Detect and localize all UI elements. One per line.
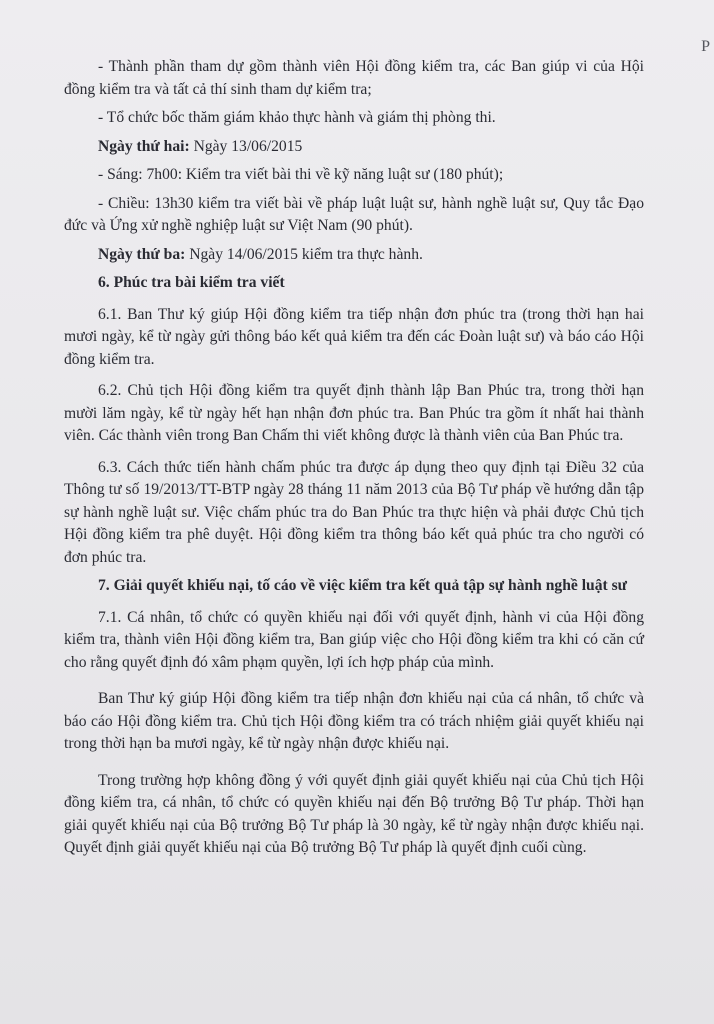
paragraph-morning: - Sáng: 7h00: Kiểm tra viết bài thi về kỹ năng luật sư (180 phút); [98, 166, 504, 183]
day-three-text: Ngày 14/06/2015 kiểm tra thực hành. [185, 245, 423, 263]
paragraph-participants: - Thành phần tham dự gồm thành viên Hội đồng kiểm tra, các Ban giúp vi của Hội đồng kiểm tra và tất cả thí sinh tham dự kiểm tra; [64, 58, 644, 98]
section-7-heading: 7. Giải quyết khiếu nại, tố cáo về việc kiểm tra kết quả tập sự hành nghề luật sư [98, 577, 628, 594]
document-body [64, 56, 644, 860]
paragraph-7-1: 7.1. Cá nhân, tổ chức có quyền khiếu nại đối với quyết định, hành vi của Hội đồng kiểm tra, thành viên Hội đồng kiểm tra, Ban giúp việc cho Hội đồng kiểm tra khi có căn cứ cho rằng quyết định đó xâm phạm quyền, lợi ích hợp pháp của mình. [64, 608, 644, 671]
paragraph-day-two [64, 136, 644, 159]
paragraph-day-three [64, 244, 644, 267]
paragraph-7-3: Trong trường hợp không đồng ý với quyết định giải quyết khiếu nại của Chủ tịch Hội đồng kiểm tra, cá nhân, tổ chức có quyền khiếu nại đến Bộ trưởng Bộ Tư pháp. Thời hạn giải quyết khiếu nại của Bộ trưởng Bộ Tư pháp là 30 ngày, kể từ ngày nhận được khiếu nại. Quyết định giải quyết khiếu nại của Bộ trưởng Bộ Tư pháp là quyết định cuối cùng. [64, 771, 644, 856]
margin-mark: P [701, 38, 710, 55]
day-two-date: Ngày 13/06/2015 [189, 137, 303, 155]
day-two-label: Ngày thứ hai: [98, 137, 190, 155]
paragraph-6-3: 6.3. Cách thức tiến hành chấm phúc tra được áp dụng theo quy định tại Điều 32 của Thông tư số 19/2013/TT-BTP ngày 28 tháng 11 năm 2013 của Bộ Tư pháp về hướng dẫn tập sự hành nghề luật sư. Việc chấm phúc tra do Ban Phúc tra thực hiện và phải được Chủ tịch Hội đồng kiểm tra phê duyệt. Hội đồng kiểm tra thông báo kết quả phúc tra cho người có đơn phúc tra. [64, 458, 644, 566]
paragraph-6-1: 6.1. Ban Thư ký giúp Hội đồng kiểm tra tiếp nhận đơn phúc tra (trong thời hạn hai mươi ngày, kể từ ngày gửi thông báo kết quả kiểm tra đến các Đoàn luật sư) và báo cáo Hội đồng kiểm tra. [64, 305, 644, 368]
day-three-label: Ngày thứ ba: [98, 245, 186, 263]
paragraph-draw-lots: - Tổ chức bốc thăm giám khảo thực hành và giám thị phòng thi. [98, 109, 496, 126]
paragraph-6-2: 6.2. Chủ tịch Hội đồng kiểm tra quyết định thành lập Ban Phúc tra, trong thời hạn mười lăm ngày, kể từ ngày hết hạn nhận đơn phúc tra. Ban Phúc tra gồm ít nhất hai thành viên. Các thành viên trong Ban Chấm thi viết không được là thành viên của Ban Phúc tra. [64, 382, 644, 444]
paragraph-afternoon: - Chiều: 13h30 kiểm tra viết bài về pháp luật luật sư, hành nghề luật sư, Quy tắc Đạo đức và Ứng xử nghề nghiệp luật sư Việt Nam (90 phút). [64, 194, 644, 234]
section-6-heading: 6. Phúc tra bài kiểm tra viết [98, 274, 285, 291]
paragraph-7-2: Ban Thư ký giúp Hội đồng kiểm tra tiếp nhận đơn khiếu nại của cá nhân, tổ chức và báo cáo Hội đồng kiểm tra. Chủ tịch Hội đồng kiểm tra có trách nhiệm giải quyết khiếu nại trong thời hạn ba mươi ngày, kể từ ngày nhận được khiếu nại. [64, 690, 644, 752]
